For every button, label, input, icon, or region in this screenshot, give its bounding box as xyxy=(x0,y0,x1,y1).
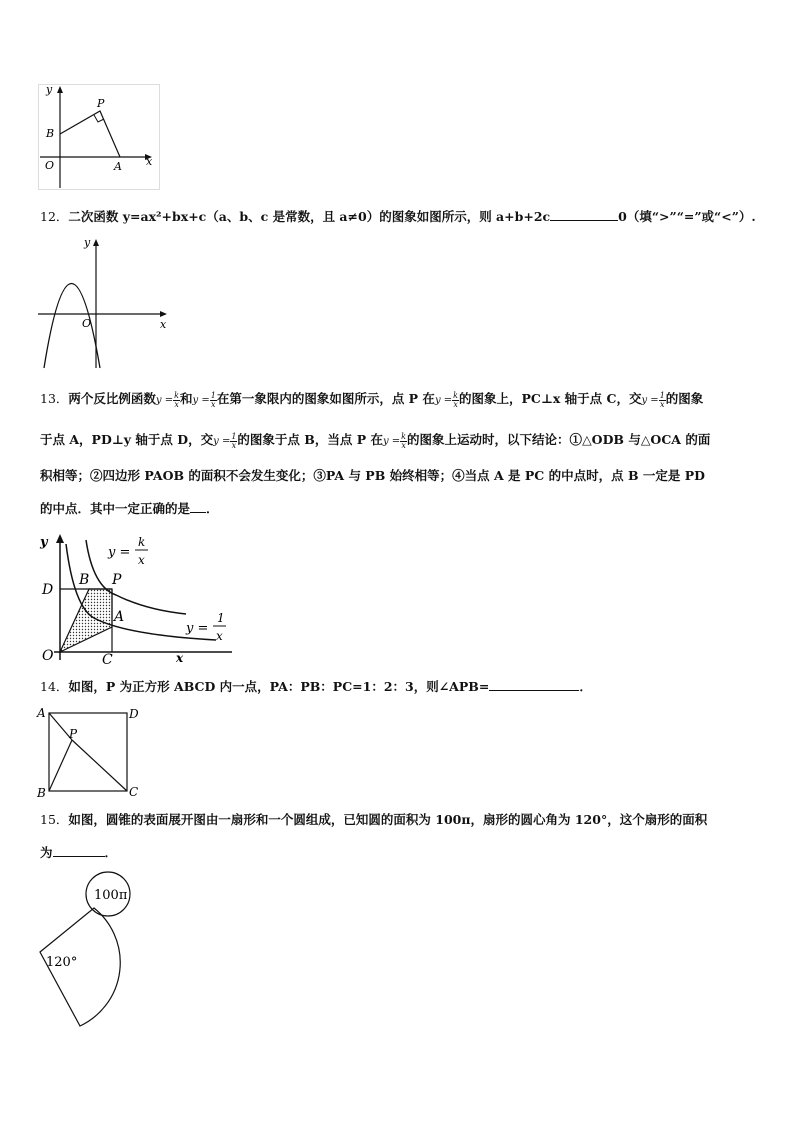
q15-text: 如图，圆锥的表面展开图由一扇形和一个圆组成，已知圆的面积为 100π，扇形的圆心角为 120°，这个扇形的面积 xyxy=(68,812,708,827)
q13-line3a: 积相等； xyxy=(40,468,91,483)
q13-curve-label-k-yeq: y = xyxy=(108,545,131,560)
q15-number: 15． xyxy=(40,812,69,827)
q13-label-b: B xyxy=(79,572,90,588)
q13-func-y1-3: y = $\frac{1}{x}$ xyxy=(213,432,237,450)
q12-figure xyxy=(36,234,172,370)
q14-square xyxy=(49,713,127,791)
q13-func-y1-2: y = $\frac{1}{x}$ xyxy=(641,391,665,409)
q12-parabola xyxy=(44,284,100,369)
q11-label-o: O xyxy=(45,159,55,172)
q12-text-end: 0（填“>”“=”或“<”）. xyxy=(618,209,756,224)
q13-shaded-region-paob xyxy=(60,589,112,652)
q14-segment-pb xyxy=(49,740,72,791)
question-15 xyxy=(40,810,760,830)
q13-c3-num: ③ xyxy=(313,468,326,483)
q13-label-y: y xyxy=(40,535,48,550)
q14-label-a: A xyxy=(37,706,46,720)
question-13-line3 xyxy=(40,466,760,486)
q15-circle-label: 100π xyxy=(94,888,128,903)
q13-c4-num: ④ xyxy=(452,468,465,483)
q12-number: 12． xyxy=(40,209,69,224)
q13-label-a: A xyxy=(114,609,125,625)
q13-curve-label-1-yeq: y = xyxy=(186,621,209,636)
q13-line4: 的中点．其中一定正确的是 xyxy=(40,501,191,516)
q15-text-2: 为 xyxy=(40,845,53,860)
q13-text-5: 的图象 xyxy=(665,391,704,406)
q13-y-arrow xyxy=(56,534,64,543)
q15-text-end: ． xyxy=(104,845,118,860)
q13-label-o: O xyxy=(42,648,54,664)
q15-figure xyxy=(36,868,176,1032)
q12-x-arrow xyxy=(160,311,167,317)
q13-c4: 当点 A 是 PC 的中点时，点 B 一定是 PD xyxy=(464,468,705,483)
q12-answer-blank[interactable] xyxy=(550,206,618,221)
q14-label-b: B xyxy=(37,786,46,798)
q13-curve-label-k-num: k xyxy=(138,535,146,549)
q11-label-a: A xyxy=(114,160,122,173)
q13-curve-label-k-den: x xyxy=(138,553,145,567)
q13-line2a: 于点 A，PD⊥y 轴于点 D，交 xyxy=(40,432,214,447)
q13-c1-num: ① xyxy=(569,432,583,447)
q11-y-arrow xyxy=(57,86,63,93)
q13-figure xyxy=(36,532,236,666)
q13-line2c: 的图象上运动时，以下结论： xyxy=(407,432,570,447)
q12-text: 二次函数 y=ax²+bx+c（a、b、c 是常数，且 a≠0）的图象如图所示，则 a+b+2c xyxy=(68,209,551,224)
q13-label-c: C xyxy=(102,652,113,666)
q15-answer-blank[interactable] xyxy=(53,842,105,857)
q13-label-p: P xyxy=(112,572,122,588)
q14-number: 14． xyxy=(40,679,69,694)
q13-text-3: 在第一象限内的图象如图所示，点 P 在 xyxy=(216,391,435,406)
q12-label-y: y xyxy=(84,236,91,249)
q13-func-y1: y = $\frac{1}{x}$ xyxy=(192,391,216,409)
q14-segment-pc xyxy=(72,740,127,791)
q13-curve-label-1-num: 1 xyxy=(217,611,225,625)
q13-func-yk-2: y = $\frac{k}{x}$ xyxy=(434,391,459,409)
q14-answer-blank[interactable] xyxy=(489,676,579,691)
q14-text: 如图，P 为正方形 ABCD 内一点，PA：PB：PC=1：2：3，则∠APB= xyxy=(68,679,490,694)
q13-func-yk-3: y = $\frac{k}{x}$ xyxy=(382,432,407,450)
question-14 xyxy=(40,676,760,697)
q13-line2b: 的图象于点 B，当点 P 在 xyxy=(237,432,383,447)
q13-line4-end: ． xyxy=(206,501,219,516)
q13-c3: PA 与 PB 始终相等； xyxy=(325,468,453,483)
q13-c2-num: ② xyxy=(90,468,103,483)
question-13 xyxy=(40,388,760,411)
question-12 xyxy=(40,206,760,227)
q13-c1: △ODB 与△OCA 的面 xyxy=(582,432,711,447)
q11-label-y: y xyxy=(46,84,53,96)
q13-text-2: 和 xyxy=(180,391,193,406)
q11-figure xyxy=(38,84,160,190)
q13-text-4: 的图象上，PC⊥x 轴于点 C，交 xyxy=(459,391,642,406)
question-13-line4 xyxy=(40,498,760,519)
q13-label-d: D xyxy=(42,582,54,598)
q13-func-yk: y = $\frac{k}{x}$ xyxy=(155,391,179,409)
q11-segment-bpa xyxy=(60,111,120,157)
q13-number: 13． xyxy=(40,391,69,406)
q14-figure xyxy=(36,704,146,798)
question-15-line2 xyxy=(40,842,760,863)
question-13-line2 xyxy=(40,430,760,452)
q11-label-p: P xyxy=(97,97,105,110)
q14-text-end: ． xyxy=(579,679,592,694)
q12-label-o: O xyxy=(82,317,92,330)
q12-y-arrow xyxy=(93,239,99,246)
q14-label-d: D xyxy=(129,707,139,721)
q13-curve-label-1-den: x xyxy=(216,629,223,643)
q12-label-x: x xyxy=(160,318,167,331)
q15-angle-label: 120° xyxy=(46,955,78,970)
q13-c2: 四边形 PAOB 的面积不会发生变化； xyxy=(102,468,314,483)
q14-label-p: P xyxy=(69,727,78,741)
q13-answer-blank[interactable] xyxy=(190,498,206,513)
q14-label-c: C xyxy=(129,785,139,798)
q13-text-1: 两个反比例函数 xyxy=(68,391,156,406)
q11-label-x: x xyxy=(146,155,153,168)
q13-label-x: x xyxy=(176,651,184,665)
q11-label-b: B xyxy=(46,127,55,140)
